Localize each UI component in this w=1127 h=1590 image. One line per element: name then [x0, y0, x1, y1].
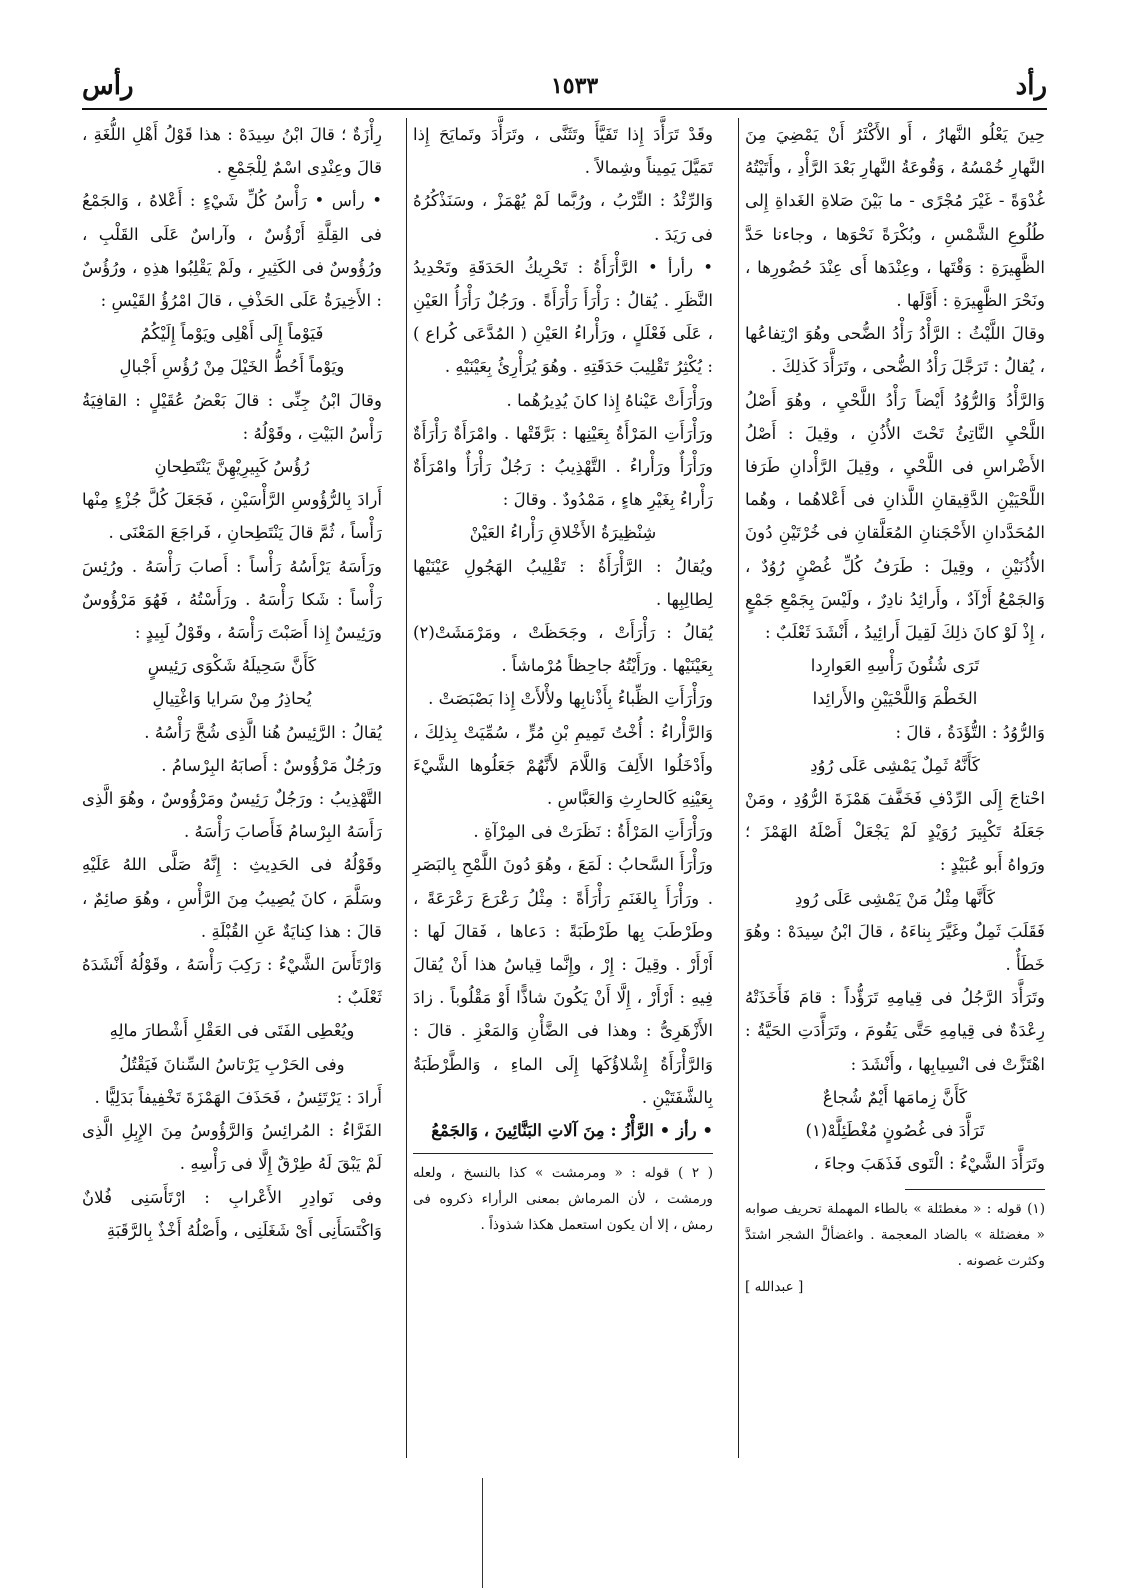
verse-line: شِنْظِيرَةُ الأَخْلاقِ رَأْراءُ العَيْنْ: [469, 523, 657, 543]
header-rule: [82, 108, 1047, 110]
paragraph: ورَأْرَأَتْ عَيْناهُ إِذا كانَ يُدِيرُهُما .: [506, 390, 713, 410]
paragraph: وقَوْلُهُ فى الحَدِيثِ : إِنَّهُ صَلَّى اللهُ عَلَيْهِ وسَلَّمَ ، كانَ يُصِيبُ مِنَ الرَّأْسِ ، وهُوَ صائِمٌ ، قالَ : هذا كِنايَةٌ عَنِ القُبْلَةِ .: [82, 855, 382, 941]
footnote-rule: [413, 1153, 713, 1154]
verse-line: كَأَنَّها مِثْلُ مَنْ يَمْشِى عَلَى رُودِ: [794, 888, 996, 908]
paragraph: يُقالُ : رَأْرَأَتْ ، وجَحَظَتْ ، ومَرْمَشَتْ(٢) بِعَيْنَيْها . ورَأَيْتُهُ جاحِظاً مُرْماشاً .: [413, 623, 713, 676]
footnote-rule: [905, 1189, 1045, 1190]
paragraph: ورَأْرَأَتِ المَرْأَةُ بِعَيْنِها : بَرَّقَتْها . وامْرَأَةٌ رَأْرَأَةٌ ورَأْرَأٌ ورَأْراءُ . التَّهْذِيبُ : رَجُلٌ رَأْرَأٌ وامْرَأَةٌ رَأْراءُ بِغَيْرِ هاءٍ ، مَمْدُودٌ . وقالَ :: [413, 423, 713, 510]
verse-line: فَيَوْماً إِلَى أَهْلِى ويَوْماً إِلَيْكُمُ: [140, 324, 324, 344]
binding-line: [482, 1478, 483, 1588]
page-number: ١٥٣٣: [550, 73, 599, 99]
paragraph: وَالرَّأْدُ وَالرُّوُدُ أَيْضاً رَأْدُ اللَّحْيِ ، وهُوَ أَصْلُ اللَّحْيِ النَّاتِئُ تَحْتَ الأُذُنِ ، وقِيلَ : أَصْلُ الأَضْراسِ فى اللَّحْيِ ، وقِيلَ الرَّأْدانِ طَرَفا اللَّحْيَيْنِ الدَّقِيقانِ اللَّذانِ فى أَعْلاهُما ، وهُما المُحَدَّدانِ الأَحْجَنانِ المُعَلَّقانِ فى خُرْتَيْنِ دُونَ الأُذُنَيْنِ ، وقِيلَ : طَرَفُ كُلِّ غُصْنٍ رُوُدٌ ، وَالجَمْعُ أَرْآدٌ ، وأَرائِدُ نادِرٌ ، ولَيْسَ بِجَمْعِ جَمْعٍ ، إِذْ لَوْ كانَ ذلِكَ لَقِيلَ أَرائِيدُ ، أَنْشَدَ ثَعْلَبٌ :: [745, 390, 1045, 643]
paragraph: رِأْزَةٌ ؛ قالَ ابْنُ سِيدَهْ : هذا قَوْلُ أَهْلِ اللُّغَةِ ، قالَ وعِنْدِى اسْمٌ لِلْجَمْعِ .: [82, 125, 382, 178]
header-right-word: رأد: [1015, 71, 1047, 101]
paragraph: وتَرَأَّدَ الشَّيْءُ : الْتَوى فَذَهَبَ وجاءَ ،: [813, 1154, 1045, 1174]
paragraph: ورَجُلٌ مَرْؤُوسٌ : أَصابَهُ البِرْسامُ .: [161, 755, 382, 775]
verse-line: تَرَأَّدَ فى غُصُونٍ مُغْطَئِلَّهْ(١): [805, 1121, 985, 1141]
column-left: [82, 118, 382, 1247]
header-left-word: رأس: [82, 71, 134, 101]
paragraph: وتَرَأَّدَ الرَّجُلُ فى قِيامِهِ تَرَؤُّداً : قامَ فَأَخَذَتْهُ رِعْدَةٌ فى قِيامِهِ حَتَّى يَقُومَ ، وتَرَأَّدَتِ الحَيَّةُ : اهْتَزَّتْ فى انْسِيابِها ، وأَنْشَدَ :: [745, 988, 1045, 1074]
verse-line: كَأَنَّ زِمامَها أَيْمٌ شُجاعٌ: [822, 1087, 968, 1107]
verse-line: الخَطْمَ وَاللَّحْيَيْنِ والأَرائِدا: [812, 689, 978, 709]
verse-line: يُحاذِرُ مِنْ سَرايا وَاغْتِيالِ: [152, 689, 312, 709]
paragraph: وَارْتَأَسَ الشَّيْءُ : رَكِبَ رَأْسَهُ ، وقَوْلُهُ أَنْشَدَهُ ثَعْلَبٌ :: [82, 955, 382, 1008]
paragraph: احْتاجَ إِلَى الرِّدْفِ فَخَفَّفَ هَمْزَةَ الرُّوُدِ ، ومَنْ جَعَلَهُ تَكْبِيرَ رُوَيْدٍ لَمْ يَجْعَلْ أَصْلَهُ الهَمْزَ ؛ ورَواهُ أَبو عُبَيْدٍ :: [745, 789, 1045, 875]
footnote: (١) قوله : « مغطئلة » بالطاء المهملة تحريف صوابه « مغضئلة » بالضاد المعجمة . واغضألَّ الشجر اشتدَّ وكثرت غصونه .: [745, 1200, 1045, 1269]
column-divider-left: [406, 118, 407, 1458]
paragraph: وَالرَّأْراءُ : أُخْتُ تَمِيمِ بْنِ مُرٍّ ، سُمِّيَتْ بِذلِكَ ، وأَدْخَلُوا الأَلِفَ وَاللَّامَ لأَنَّهُمْ جَعَلُوها الشَّيْءَ بِعَيْنِهِ كَالحارِثِ وَالعَبَّاسِ .: [413, 722, 713, 809]
paragraph: وقالَ اللَّيْثُ : الرَّأْدُ رَأْدُ الضُّحى وهُوَ ارْتِفاعُها ، يُقالُ : تَرَجَّلَ رَأْدُ الضُّحى ، وتَرَأَّدَ كَذلِكَ .: [745, 324, 1045, 377]
verse-line: كَأَنَّهُ ثَمِلٌ يَمْشِى عَلَى رُوُدِ: [810, 755, 980, 775]
paragraph: حِينَ يَعْلُو النَّهارُ ، أَو الأَكْثَرُ أَنْ يَمْضِيَ مِنَ النَّهارِ خُمْسُهُ ، وَقُوعَةُ النَّهارِ بَعْدَ الرَّأْدِ ، وأَتَيْتُهُ غُدْوَةً - غَيْرَ مُجْرًى - ما بَيْنَ صَلاةِ الغَداةِ إِلى طُلُوعِ الشَّمْسِ ، وبُكْرَةً نَحْوَها ، وجاءنا حَدَّ الظَّهِيرَةِ : وَقْتَها ، وعِنْدَها أَى عِنْدَ حُضُورِها ، ونَحْرَ الظَّهِيرَةِ : أَوَّلَها .: [745, 125, 1045, 311]
column-middle: [413, 118, 713, 1238]
verse-line: كَأَنَّ سَحِيلَهُ شَكْوَى رَئِيسٍ: [147, 656, 317, 676]
paragraph: ورَأَسَهُ يَرْأَسُهُ رَأْساً : أَصابَ رَأْسَهُ . ورُئِسَ رَأْساً : شَكا رَأْسَهُ . ورَأَسْتُهُ ، فَهُوَ مَرْؤُوسٌ ورَئِيسٌ إِذا أَصَبْتَ رَأْسَهُ ، وقَوْلُ لَبِيدٍ :: [82, 556, 382, 643]
paragraph: وَالرِّئْدُ : التِّرْبُ ، ورُبَّما لَمْ يُهْمَزْ ، وسَنَذْكُرُهُ فى رَيَدَ .: [413, 191, 713, 244]
footnote: ( ٢ ) قوله : « ومرمشت » كذا بالنسخ ، ولعله ورمشت ، لأن المرماش بمعنى الرأراء ذكروه فى رمش ، إلا أن يكون استعمل هكذا شذوذاً .: [413, 1165, 713, 1234]
column-divider-right: [738, 118, 739, 1458]
paragraph: أَرادَ بِالرُّؤُوسِ الرَّأْسَيْنِ ، فَجَعَلَ كُلَّ جُزْءٍ مِنْها رَأْساً ، ثُمَّ قالَ يَنْتَطِحانِ ، فَراجَعَ المَعْنَى .: [82, 490, 382, 543]
paragraph: • رأرأ • الرَّأْرَأَةُ : تَحْرِيكُ الحَدَقَةِ وتَحْدِيدُ النَّظَرِ . يُقالُ : رَأْرَأَ رَأْرَأَةً . ورَجُلٌ رَأْرَأُ العَيْنِ ، عَلَى فَعْلَلٍ ، ورَأْراءُ العَيْنِ ( المُدَّعَى كُراع ) : يُكْثِرُ تَقْلِيبَ حَدَقَتِهِ . وهُوَ يُرَأْرِئُ بِعَيْنَيْهِ .: [413, 257, 713, 377]
paragraph: وفى نَوادِرِ الأَعْرابِ : ارْتَأَسَنِى فُلانٌ وَاكْتَسَأَنِى أَىْ شَغَلَنِى ، وأَصْلُهُ أَخْذٌ بِالرَّقَبَةِ: [82, 1187, 382, 1240]
paragraph: • رأس • رَأْسُ كُلِّ شَيْءٍ : أَعْلاهُ ، وَالجَمْعُ فى القِلَّةِ أَرْؤُسٌ ، وآراسٌ عَلَى القَلْبِ ، ورُؤُوسٌ فى الكَثِيرِ ، ولَمْ يَقْلِبُوا هذِهِ ، ورُؤُسٌ : الأَخِيرَةُ عَلَى الحَذْفِ ، قالَ امْرُؤُ القَيْسِ :: [82, 191, 382, 311]
paragraph: وقالَ ابْنُ جِنِّى : قالَ بَعْضُ عُقَيْلٍ : القافِيَةُ رَأْسُ البَيْتِ ، وقَوْلُهُ :: [82, 390, 382, 443]
entry-paragraph: • رأز • الرَّأْزُ : مِنَ آلاتِ البَنَّائِينَ ، وَالجَمْعُ: [431, 1120, 713, 1141]
verse-line: رُؤُسُ كَبِيرِيْهِنَّ يَنْتَطِحانِ: [154, 457, 310, 477]
paragraph: ورَأْرَأَتِ الظِّباءُ بِأَذْنابِها ولأْلأَتْ إِذا بَصْبَصَتْ .: [428, 689, 713, 709]
paragraph: أَرادَ : يَرْتَئِسُ ، فَحَذَفَ الهَمْزَةَ تَخْفِيفاً بَدَلِيًّا .: [94, 1087, 382, 1107]
paragraph: ورَأْرَأَ السَّحابُ : لَمَعَ ، وهُوَ دُونَ اللَّمْحِ بِالبَصَرِ . ورَأْرَأَ بِالغَنَمِ رَأْرَأَةً : مِثْلُ رَعْرَعَ رَعْرَعَةً ، وطَرْطَبَ بِها طَرْطَبَةً : دَعاها ، فَقالَ لَها : أَرْأَرْ . وقِيلَ : إِرْ ، وإِنَّما قِياسُ هذا أَنْ يُقالَ فِيهِ : أَرْأَرْ ، إِلَّا أَنْ يَكُونَ شاذًّا أَوْ مَقْلُوباً . زادَ الأَزْهَرِىُّ : وهذا فى الضَّأْنِ وَالمَعْزِ . قالَ : وَالرَّأْرَأَةُ إِشْلاؤُكَها إِلَى الماءِ ، وَالطَّرْطَبَةُ بِالشَّفَتَيْنِ .: [413, 855, 713, 1107]
verse-line: ويَوْماً أَحُطُّ الخَيْلَ مِنْ رُؤُسِ أَجْبالِ: [119, 357, 345, 377]
paragraph: يُقالُ : الرَّئِيسُ هُنا الَّذِى شُجَّ رَأْسُهُ .: [144, 722, 382, 742]
paragraph: الفَرَّاءُ : المُرائِسُ وَالرَّؤُوسُ مِنَ الإِبِلِ الَّذِى لَمْ يَبْقَ لَهُ طِرْقٌ إِلَّا فى رَأْسِهِ .: [82, 1121, 382, 1174]
footnote-signature: [ عبدالله ]: [745, 1278, 804, 1295]
verse-line: ويُعْطِى الفَتَى فى العَقْلِ أَشْطارَ مالِهِ: [109, 1021, 355, 1041]
paragraph: وقَدْ تَرَأَّدَ إِذا تَفَيَّأَ وتَثَنَّى ، وتَرَأَّدَ وتَمايَحَ إِذا تَمَيَّلَ يَمِيناً وشِمالاً .: [413, 125, 713, 178]
paragraph: ويُقالُ : الرَّأْرَأَةُ : تَقْلِيبُ الهَجُولِ عَيْنَيْها لِطالِبِها .: [413, 556, 713, 609]
paragraph: ورَأْرَأَتِ المَرْأَةُ : نَظَرَتْ فى المِرْآةِ .: [473, 822, 713, 842]
verse-line: وفى الحَرْبِ يَرْتاسُ السِّنانَ فَيَقْتُلُ: [119, 1054, 345, 1074]
verse-line: تَرَى شُئُونَ رَأْسِهِ العَوارِدا: [810, 656, 980, 676]
paragraph: فَقَلَبَ ثَمِلٌ وغَيَّرَ بِناءَهُ ، قالَ ابْنُ سِيدَهْ : وهُوَ خَطَأٌ .: [745, 921, 1045, 975]
page-header: [82, 66, 1047, 106]
paragraph: وَالرُّوُدُ : التُّؤَدَةُ ، قالَ :: [895, 722, 1045, 742]
paragraph: التَّهْذِيبُ : ورَجُلٌ رَئِيسٌ ومَرْؤُوسٌ ، وهُوَ الَّذِى رَأَسَهُ البِرْسامُ فَأَصابَ رَأْسَهُ .: [82, 789, 382, 842]
column-right: [745, 118, 1045, 1300]
